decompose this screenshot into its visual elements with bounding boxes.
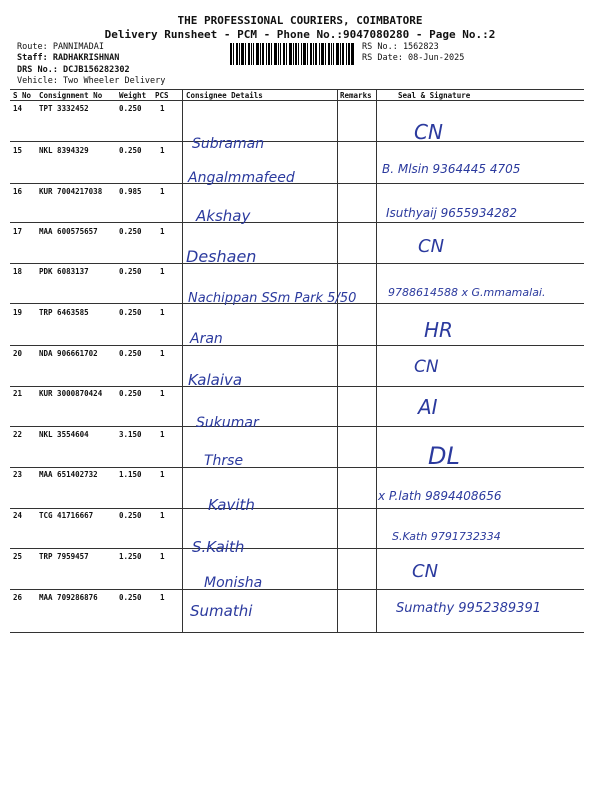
row-pcs: 1	[160, 104, 165, 113]
runsheet-subtitle: Delivery Runsheet - PCM - Phone No.:9047080280 - Page No.:2	[104, 28, 496, 41]
row-pcs: 1	[160, 430, 165, 439]
row-weight: 0.250	[119, 267, 142, 276]
consignee-handwriting: Aran	[190, 331, 223, 347]
consignee-handwriting: Monisha	[204, 575, 263, 591]
row-sno: 17	[13, 227, 23, 236]
row-consignment: MAA 600575657	[39, 227, 98, 236]
row-weight: 0.985	[119, 187, 142, 196]
row-pcs: 1	[160, 227, 165, 236]
row-sno: 26	[13, 593, 23, 602]
row-consignment: NKL 8394329	[39, 146, 89, 155]
rs-number: RS No.: 1562823	[362, 42, 439, 52]
signature-handwriting: HR	[424, 318, 453, 342]
signature-handwriting: DL	[428, 442, 460, 470]
row-consignment: MAA 709286876	[39, 593, 98, 602]
signature-handwriting: x P.lath 9894408656	[378, 489, 502, 503]
row-pcs: 1	[160, 267, 165, 276]
row-sno: 21	[13, 389, 23, 398]
row-consignment: PDK 6083137	[39, 267, 89, 276]
row-consignment: TRP 6463585	[39, 308, 89, 317]
consignee-handwriting: Angalmmafeed	[188, 170, 295, 186]
row-weight: 0.250	[119, 511, 142, 520]
row-pcs: 1	[160, 389, 165, 398]
row-weight: 0.250	[119, 349, 142, 358]
header-sno: S No	[13, 91, 32, 100]
vehicle-label: Vehicle: Two Wheeler Delivery	[17, 76, 166, 86]
consignee-handwriting: Akshay	[196, 207, 251, 225]
row-divider	[10, 303, 584, 304]
drs-label: DRS No.: DCJB156282302	[17, 65, 130, 75]
row-divider	[10, 386, 584, 387]
barcode-image	[230, 43, 354, 65]
row-divider	[10, 183, 584, 184]
header-weight: Weight	[119, 91, 147, 100]
header-remarks: Remarks	[340, 91, 372, 100]
row-sno: 19	[13, 308, 23, 317]
row-sno: 24	[13, 511, 23, 520]
row-pcs: 1	[160, 349, 165, 358]
signature-handwriting: CN	[414, 357, 439, 377]
row-consignment: TPT 3332452	[39, 104, 89, 113]
row-sno: 22	[13, 430, 23, 439]
table-top-border	[10, 89, 584, 90]
row-sno: 18	[13, 267, 23, 276]
row-divider	[10, 263, 584, 264]
row-weight: 0.250	[119, 389, 142, 398]
row-divider	[10, 222, 584, 223]
row-divider	[10, 508, 584, 509]
row-weight: 0.250	[119, 227, 142, 236]
row-pcs: 1	[160, 511, 165, 520]
signature-handwriting: CN	[418, 236, 445, 257]
consignee-handwriting: Sumathi	[190, 602, 253, 620]
row-divider	[10, 345, 584, 346]
consignee-handwriting: Thrse	[204, 453, 244, 469]
row-pcs: 1	[160, 146, 165, 155]
column-divider	[376, 89, 377, 633]
row-sno: 20	[13, 349, 23, 358]
row-sno: 15	[13, 146, 23, 155]
consignee-handwriting: Sukumar	[196, 415, 259, 431]
signature-handwriting: CN	[412, 561, 439, 582]
signature-handwriting: S.Kath 9791732334	[392, 530, 501, 543]
row-weight: 0.250	[119, 146, 142, 155]
consignee-handwriting: Subraman	[192, 136, 265, 152]
row-consignment: TRP 7959457	[39, 552, 89, 561]
row-pcs: 1	[160, 308, 165, 317]
row-pcs: 1	[160, 187, 165, 196]
row-weight: 0.250	[119, 308, 142, 317]
row-pcs: 1	[160, 470, 165, 479]
consignee-handwriting: S.Kaith	[192, 538, 245, 556]
staff-label: Staff: RADHAKRISHNAN	[17, 53, 120, 63]
header-consignment: Consignment No	[39, 91, 103, 100]
row-sno: 23	[13, 470, 23, 479]
row-consignment: KUR 7004217038	[39, 187, 103, 196]
row-divider	[10, 589, 584, 590]
table-bottom-border	[10, 632, 584, 633]
signature-handwriting: Sumathy 9952389391	[396, 601, 541, 616]
header-seal: Seal & Signature	[398, 91, 471, 100]
consignee-handwriting: Kalaiva	[188, 371, 243, 389]
row-pcs: 1	[160, 593, 165, 602]
signature-handwriting: Isuthyaij 9655934282	[386, 206, 517, 220]
row-sno: 25	[13, 552, 23, 561]
row-weight: 1.150	[119, 470, 142, 479]
consignee-handwriting: Nachippan SSm Park 5/50	[188, 291, 357, 306]
row-pcs: 1	[160, 552, 165, 561]
signature-handwriting: 9788614588 x G.mmamalai.	[388, 286, 546, 299]
row-divider	[10, 141, 584, 142]
row-consignment: NDA 906661702	[39, 349, 98, 358]
signature-handwriting: AI	[418, 395, 438, 419]
row-divider	[10, 548, 584, 549]
row-consignment: KUR 3000870424	[39, 389, 103, 398]
consignee-handwriting: Deshaen	[186, 247, 257, 266]
row-consignment: MAA 651402732	[39, 470, 98, 479]
rs-date: RS Date: 08-Jun-2025	[362, 53, 465, 63]
table-header-border	[10, 100, 584, 101]
header-pcs: PCS	[155, 91, 169, 100]
row-weight: 3.150	[119, 430, 142, 439]
signature-handwriting: CN	[414, 120, 443, 144]
route-label: Route: PANNIMADAI	[17, 42, 104, 52]
row-sno: 16	[13, 187, 23, 196]
row-consignment: TCG 41716667	[39, 511, 94, 520]
column-divider	[182, 89, 183, 633]
row-divider	[10, 467, 584, 468]
column-divider	[337, 89, 338, 633]
company-title: THE PROFESSIONAL COURIERS, COIMBATORE	[177, 14, 423, 27]
row-divider	[10, 426, 584, 427]
row-weight: 0.250	[119, 104, 142, 113]
row-consignment: NKL 3554604	[39, 430, 89, 439]
row-weight: 0.250	[119, 593, 142, 602]
row-sno: 14	[13, 104, 23, 113]
consignee-handwriting: Kavith	[208, 496, 255, 514]
row-weight: 1.250	[119, 552, 142, 561]
header-consignee: Consignee Details	[186, 91, 263, 100]
signature-handwriting: B. Mlsin 9364445 4705	[382, 162, 521, 176]
